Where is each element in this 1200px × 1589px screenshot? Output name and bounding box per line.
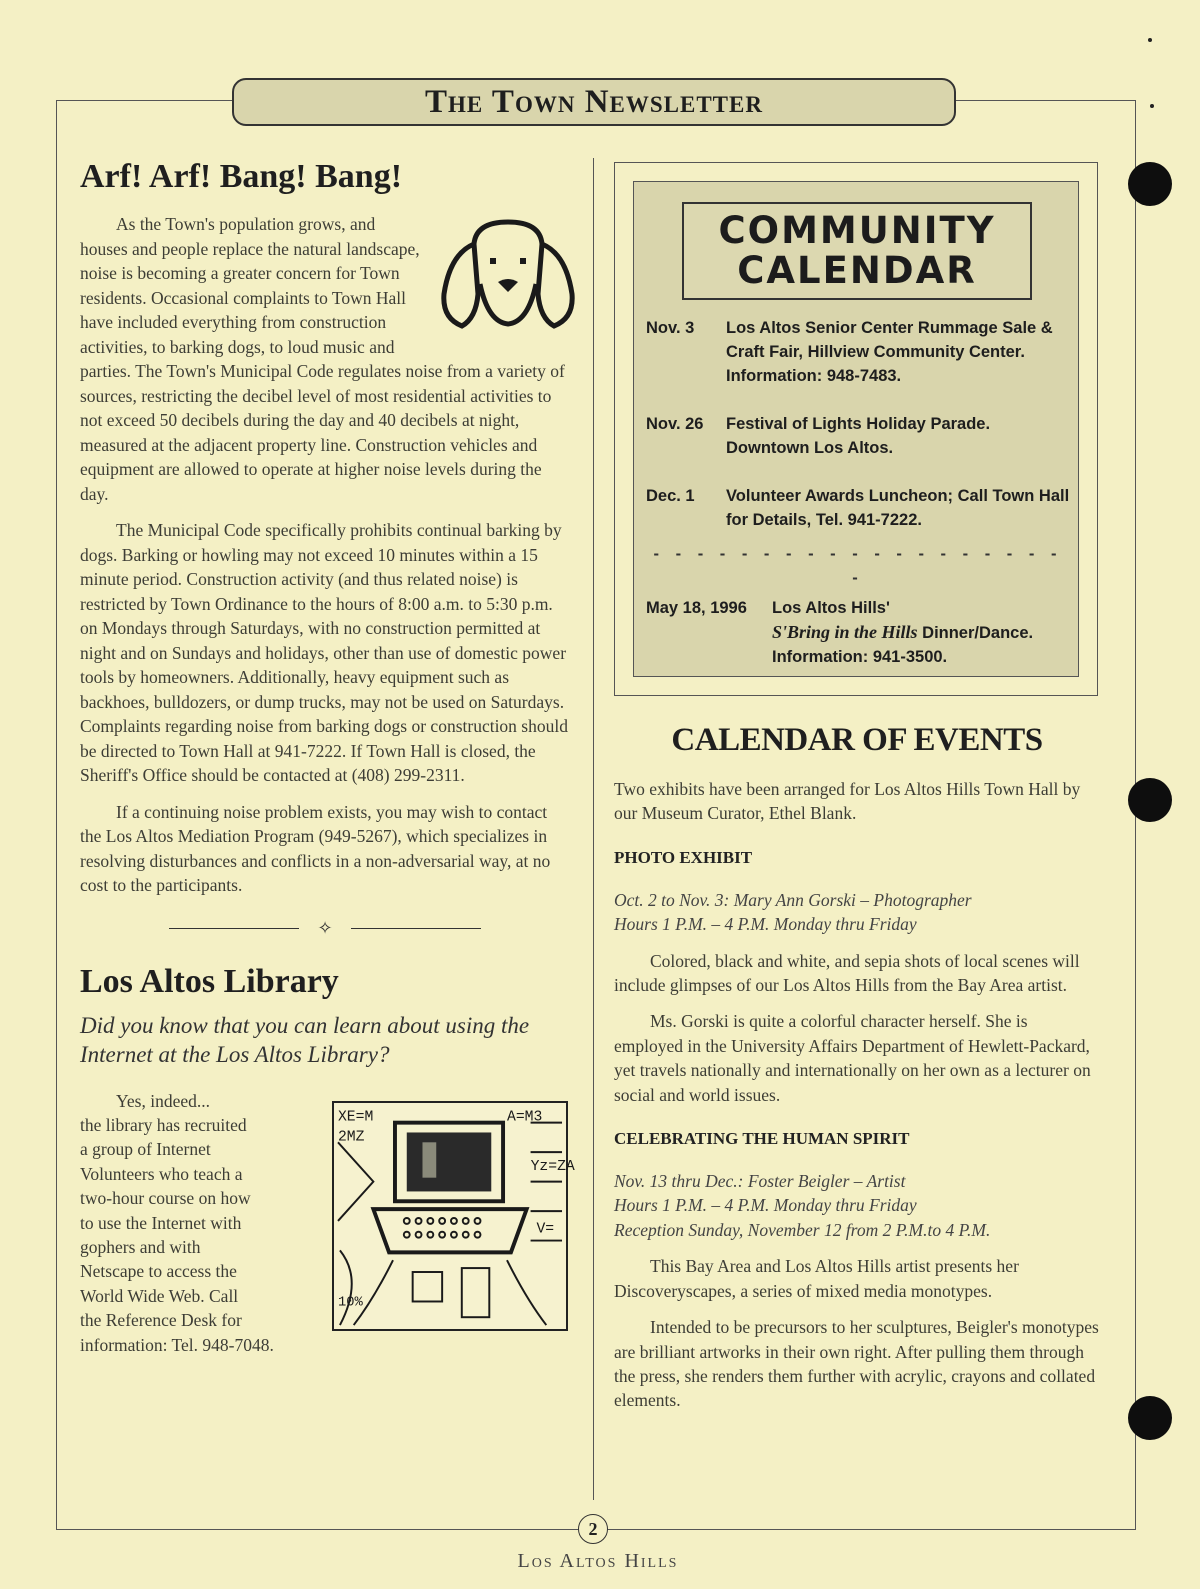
ornament-rule — [351, 928, 481, 929]
spirit-paragraph-1: This Bay Area and Los Altos Hills artist presents her Discoveryscapes, a series of mixed media monotypes. — [614, 1256, 1019, 1301]
library-body — [80, 1089, 575, 1355]
calendar-event — [646, 316, 1070, 388]
masthead-title: The Town Newsletter — [232, 78, 956, 126]
special-line2 — [772, 620, 1033, 645]
left-column — [80, 158, 575, 1355]
community-calendar-box — [614, 162, 1098, 696]
spirit-hours: Hours 1 P.M. – 4 P.M. Monday thru Friday — [614, 1195, 917, 1216]
spirit-body — [614, 1254, 1100, 1412]
noise-article-body — [80, 212, 570, 898]
library-lede: Did you know that you can learn about using the Internet at the Los Altos Library? — [80, 1012, 530, 1067]
svg-text:10%: 10% — [337, 1294, 363, 1310]
page-number: 2 — [578, 1514, 608, 1544]
special-event-name: S'Bring in the Hills — [772, 622, 918, 642]
library-article-title: Los Altos Library — [80, 962, 339, 1000]
footer-text: Los Altos Hills — [517, 1550, 679, 1572]
section-ornament — [80, 918, 570, 939]
photo-exhibit-details — [614, 888, 1100, 937]
library-line: World Wide Web. Call — [80, 1285, 239, 1306]
svg-text:V=: V= — [536, 1221, 555, 1238]
event-date: Dec. 1 — [646, 487, 695, 505]
photo-exhibit-body — [614, 949, 1100, 1107]
calendar-event — [646, 484, 1070, 532]
calendar-event — [646, 412, 1070, 460]
library-line: two-hour course on how — [80, 1188, 251, 1209]
library-line: gophers and with — [80, 1236, 201, 1257]
spirit-reception: Reception Sunday, November 12 from 2 P.M.to 4 P.M. — [614, 1219, 991, 1240]
event-date: Nov. 26 — [646, 415, 704, 433]
spirit-paragraph-2: Intended to be precursors to her sculptures, Beigler's monotypes are brilliant artworks in their own right. After pulling them through the press, she renders them further with acrylic, crayons and collated elements. — [614, 1317, 1099, 1411]
svg-text:A=M3: A=M3 — [506, 1109, 543, 1126]
events-title: CALENDAR OF EVENTS — [671, 722, 1043, 758]
special-line2-suffix: Dinner/Dance. — [917, 624, 1034, 642]
photo-paragraph-1: Colored, black and white, and sepia shots of local scenes will include glimpses of our Los Altos Hills from the Bay Area artist. — [614, 950, 1080, 996]
speck — [1150, 104, 1154, 108]
community-calendar-panel — [633, 181, 1079, 677]
binder-hole-middle — [1128, 778, 1172, 822]
photo-exhibit-hours: Hours 1 P.M. – 4 P.M. Monday thru Friday — [614, 914, 917, 935]
calendar-heading-line2: CALENDAR — [737, 249, 977, 292]
ornament-rule — [169, 928, 299, 929]
speck — [1148, 38, 1152, 42]
special-line1: Los Altos Hills' — [772, 599, 890, 617]
library-line: information: Tel. 948-7048. — [80, 1334, 274, 1355]
calendar-event-list — [646, 316, 1070, 693]
svg-text:Yz=ZA: Yz=ZA — [530, 1158, 575, 1175]
calendar-heading-line1: COMMUNITY — [718, 209, 996, 252]
event-description: Festival of Lights Holiday Parade. Downtown Los Altos. — [726, 415, 991, 457]
svg-text:XE=M: XE=M — [337, 1109, 374, 1126]
library-line: the library has recruited — [80, 1114, 247, 1135]
calendar-separator: - - - - - - - - - - - - - - - - - - - - — [653, 545, 1063, 587]
noise-paragraph-3: If a continuing noise problem exists, you may wish to contact the Los Altos Mediation Program (949-5267), which specializes in resolving disturbances and conflicts in a non-adversarial way, at no cost to the participants. — [80, 801, 551, 895]
spirit-details — [614, 1169, 1100, 1242]
computer-illustration — [332, 1101, 575, 1331]
spirit-dates: Nov. 13 thru Dec.: Foster Beigler – Artist — [614, 1171, 906, 1192]
library-line: Netscape to access the — [80, 1261, 237, 1282]
svg-text:2MZ: 2MZ — [337, 1128, 365, 1145]
photo-paragraph-2: Ms. Gorski is quite a colorful character herself. She is employed in the University Affairs Department of Hewlett-Packard, yet travels nationally and internationally on her own as a lecturer on social and world issues. — [614, 1011, 1091, 1105]
library-text — [80, 1089, 320, 1357]
library-line: the Reference Desk for — [80, 1310, 242, 1331]
dog-illustration — [436, 214, 576, 334]
event-date: Nov. 3 — [646, 319, 695, 337]
event-date: May 18, 1996 — [646, 599, 747, 617]
right-column — [614, 722, 1100, 1413]
calendar-event-special — [646, 596, 1070, 669]
event-description — [772, 596, 1033, 669]
noise-paragraph-2: The Municipal Code specifically prohibits continual barking by dogs. Barking or howling may not exceed 10 minutes within a 15 minute period. Construction activity (and thus related noise) is restricted by Town Ordinance to the hours of 8:00 a.m. to 5:30 p.m. on Mondays through Saturdays, with no construction permitted at night and on Sundays and holidays, other than use of domestic power tools by homeowners. Additionally, heavy equipment such as backhoes, bulldozers, or dump trucks, may not be used on Saturdays. Complaints regarding noise from barking dogs or construction should be directed to Town Hall at 941-7222. If Town Hall is closed, the Sheriff's Office should be contacted at (408) 299-2311. — [80, 520, 568, 785]
noise-paragraph-1: As the Town's population grows, and houses and people replace the natural landscape, noise is becoming a greater concern for Town residents. Occasional complaints to Town Hall have included everything from construction activities, to barking dogs, to loud music and parties. The Town's Municipal Code regulates noise from a variety of sources, restricting the decibel level of most residential activities to not exceed 50 decibels during the day and 40 decibels at night, measured at the adjacent property line. Construction vehicles and equipment are allowed to operate at higher noise levels during the day. — [80, 214, 565, 504]
library-line: a group of Internet — [80, 1139, 211, 1160]
diamond-icon: ✧ — [317, 917, 333, 938]
spirit-heading: CELEBRATING THE HUMAN SPIRIT — [614, 1129, 910, 1149]
column-divider — [593, 158, 594, 1500]
special-line3: Information: 941-3500. — [772, 648, 948, 666]
photo-exhibit-heading: PHOTO EXHIBIT — [614, 847, 753, 867]
library-line: Yes, indeed... — [116, 1090, 210, 1111]
noise-article-title: Arf! Arf! Bang! Bang! — [80, 158, 403, 195]
event-description: Los Altos Senior Center Rummage Sale & Craft Fair, Hillview Community Center. Information: 948-7483. — [726, 319, 1053, 385]
event-description: Volunteer Awards Luncheon; Call Town Hall for Details, Tel. 941-7222. — [726, 487, 1070, 529]
photo-exhibit-dates: Oct. 2 to Nov. 3: Mary Ann Gorski – Photographer — [614, 889, 972, 910]
library-line: Volunteers who teach a — [80, 1163, 243, 1184]
library-line: to use the Internet with — [80, 1212, 242, 1233]
community-calendar-heading — [682, 202, 1032, 300]
binder-hole-top — [1128, 162, 1172, 206]
binder-hole-bottom — [1128, 1396, 1172, 1440]
events-intro: Two exhibits have been arranged for Los Altos Hills Town Hall by our Museum Curator, Ethel Blank. — [614, 779, 1081, 824]
